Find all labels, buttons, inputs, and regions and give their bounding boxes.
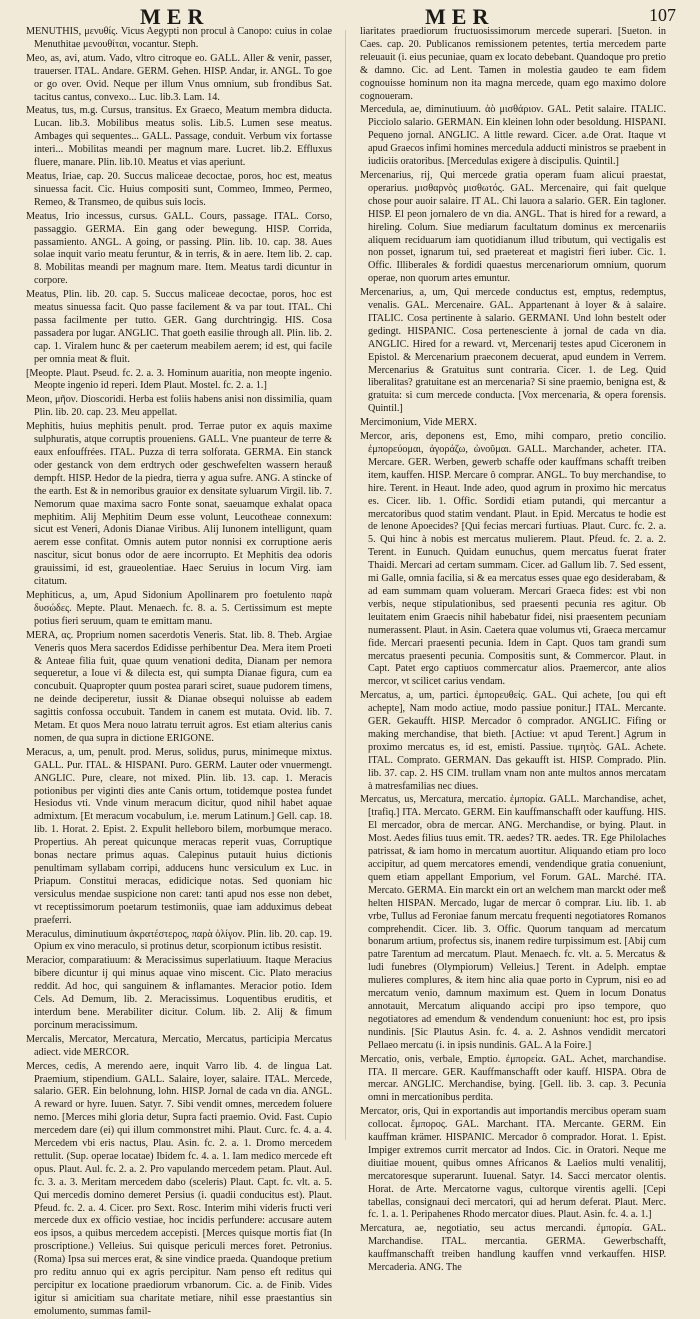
dictionary-entry: Mercatio, onis, verbale, Emptio. ἐμπορεία. GAL. Achet, marchandise. ITA. Il mercare. GER. Kauffmanschafft oder kauff. HISPA. Obra de mercar. ANGLIC. Merchandise, bying. [Gell. lib. 3. cap. 3. Pecunia omni in mercationibus perdita.	[360, 1053, 666, 1104]
dictionary-entry: Meatus, Irio incessus, cursus. GALL. Cours, passage. ITAL. Corso, passaggio. GERMA. Ein gang oder bewegung. HISP. Corrida, passamiento. ANGL. A going, or passing. Plin. lib. 10. cap. 38. Aues solae inquit vario meatu feruntur, & in terris, & in aere. Item lib. 2. cap. 8. Mobilitas meandi per magnum mare. Item. Meatus tardi dicuntur in corpore.	[26, 210, 332, 287]
dictionary-entry: Mercatus, a, um, partici. ἐμπορευθείς. GAL. Qui achete, [ou qui eft achepte], Nam modo actiue, modo passiue ponitur.] ITAL. Mercante. GER. Gekaufft. HISP. Mercador ô comprador. ANGLIC. Fifing or making merchandise, that bieth. [Actiue: vt apud Terent.] Agrum in proximo mercatus es, id est, emisti. Passiue. τιμητὸς. GAL. Achete. ITAL. Comprato. GERMAN. Das gekaufft ist. HISP. Comprado. Plin. lib. 37. cap. 2. HS CIM. trullam vnam non ante multos annos mercatam à matresfamilias nec diues.	[360, 690, 666, 792]
column-divider	[345, 30, 346, 1140]
dictionary-entry: Meracus, a, um, penult. prod. Merus, solidus, purus, minimeque mixtus. GALL. Pur. ITAL. & HISPANI. Puro. GERM. Lauter oder vnuermengt. ANGLIC. Pure, cleare, not mixed. Plin. lib. 13. cap. 1. Meracis potionibus per viginti dies ante Canis ortum, totidemque postea fundet Hesiodus vti. Vnde vinum meracum dicitur, quod nihil habet aquae admixtum. [Et meracum vocabulum, i.e. merum Latinum.] Gell. cap. 18. lib. 1. Horat. 2. Epist. 2. Expulit helleboro bilem, morbumque meraco. Propertius. Ah pereat quicunque meracas reperit vuas, Corruptique bonas nectare primus aquas. Calepinus putauit huius dictionis penultimam syllabam corripi, adducens hunc versiculum ex Luc. in Priapum. Constitui meracas, edidicique notas. Sed quoniam hic versiculus mendae suspicione non caret: tanti apud nos esse non debet, vt receptissimorum poetarum testimoniis, quae iam adduximus debeat praeferri.	[26, 746, 332, 926]
header-guide-word-right: MER	[425, 4, 495, 29]
dictionary-entry: Merces, cedis, A merendo aere, inquit Varro lib. 4. de lingua Lat. Praemium, stipendium. GALL. Salaire, loyer, salaire. ITAL. Mercede, salario. GER. Ein belohnung, lohn. HISP. Jornal de cada vn dia. ANGL. A reward or hyre. Iuuen. Satyr. 7. Sibi vendit omnes, mercedem foluere nemo. [Merces mihi gloria detur, Supra facti praemio. Ovid. Fast. Cupio mercedem dare (ei) qui illum commonstret mihi. Plaut. Curc. fc. 4. a. 4. Mercedem vbi eris nactus, Plau. Asin. fc. 2. a. 1. Dromo mercedem rettulit. (Sup. operae locatae) Ibidem fc. 4. a. 1. Iam medico mercede eft opus. Plaut. Aul. fc. 2. a. 2. Pro vapulando mercedem petam. Plaut. Aul. fc. 3. a. 3. Meritam mercedem dabo (sceleris) Plaut. Capt. fc. vlt. a. 5. Qui mercedis domino demeret Persius (i. quadii conducitus est). Plaut. Pfeud. fc. 2. a. 4. Cicer. pro Sext. Rosc. Interim mihi videris fructi veri mercede dux ex officio vestiae, hoc incidis perfundere: accusare autem eos ipsos, a quibus mercedem accepisti. [Merces quisque mortis fiat (In proscriptione.) Velleius. Sui quisque periculi merces foret. Petronius. (Roma) Ipsa sui merces erat, & sine vindice praeda. Quandoque pretium pro reditu annuo qui ex agris percipitur. Nam penso eft reditus qui percipitur ex locatione praediorum vrbanorum. Cic. a. de Finib. Vides igitur si amicitiam sua charitate metiare, nihil esse praestantius sin emolumento, summas famil-	[26, 1060, 332, 1317]
left-column	[26, 26, 332, 1317]
dictionary-entry: MERA, ας. Proprium nomen sacerdotis Veneris. Stat. lib. 8. Theb. Argiae Veneris quos Mera sacerdos Edidisse perhibentur Dea. Mera item Proeti & Anteae filia fuit, quae quum venationi dedita, Dianam per nemora sequeretur, a Ioue vi & dilecta est, qui sumpta Dianae figura, cum ea concubuit. Quapropter quum postea parari sciret, suaue pudorem timens, ne deinde deciperetur, iussit & Dianae obsequi noluisse ab eadem sagittis confossa occubuit. Tandem in canem est mutata. Ovid. lib. 7. Metam. Et quos Mera nouo latratu terruit agros. Est etiam alterius canis nomen, de qua supra in dictione ERIGONE.	[26, 629, 332, 744]
dictionary-entry: Mephitis, huius mephitis penult. prod. Terrae putor ex aquis maxime sulphuratis, atque corruptis proueniens. GALL. Vne puanteur de terre & eaux enfouffrées. ITAL. Puzza di terra solforata. GERMA. Ein stanck oder gestanck von dem erdtrych oder geschwefelten wassern herauß dempft. HISP. Hedor de la piedra, tierra y agua sufre. ANG. A stincke of the earth. Est & in nemoribus grauior ex densitate syluarum Virgil. lib. 7. Nemorum quae maxima sacro Fonte sonat, saeuamque exhalat opaca mephitim. Alij Mephitim Deum esse volunt, Leucotheae connexum: sicut est Veneri, Adonis Dianae Viribus. Alij Iunonem intelligunt, quam aerem esse confitat. Omnis autem putor nonnisi ex corruptione aeris nascitur, sicut bonus odor de aere incorrupto. Et Mephitis dea odoris grauissimi, id est, graueolentiae. Haec Seruius in locum Virg. iam citatum.	[26, 421, 332, 588]
dictionary-entry: Mercator, oris, Qui in exportandis aut importandis mercibus operam suam collocat. ἔμπορος. GAL. Marchant. ITA. Mercante. GERM. Ein kauffman krämer. HISPANIC. Mercador ô comprador. Horat. 1. Epist. Impiger extremos currit mercator ad Indos. Cic. in Oratori. Neque me diuitiae mouent, quibus omnes Africanos & Laelios multi venalitij, mercatoresque superarunt. Iuuenal. Satyr. 14. Sacci mercator olentis. Horat. de Arte. Mercatorne vagus, cultorque virentis agelli. [Cepi tabellas, consignaui deci mercatori, qui ad herum deferat. Plaut. Merc. fc. 1. a. 1. Peripahenes Rhodo mercator diues. Plaut. Asin. fc. 4. a. 1.]	[360, 1106, 666, 1221]
dictionary-entry: Mercenarius, rij, Qui mercede gratia operam fuam alicui praestat, operarius. μισθαρνὸς μισθωτός. GAL. Mercenaire, qui fait quelque chose pour auoir salaire. IT AL. Chi lauora a salario. GER. Ein tagloner. HISP. El peon jornalero de vn dia. ANGL. That is hired for a reward, a hireling. Colum. Siue mediarum facultatum dominus ex mercenariis aliquem reciduarum iam quotidianum illud tributum, qui vectigalis est non posset, ignarum tui, sed praetereat et magistri fieri iuber. Cic. 1. Offic. Illiberales & fordidi quaestus mercenariorum omnium, quorum operae, non quorum artes emuntur.	[360, 169, 666, 285]
right-column	[360, 26, 666, 1274]
dictionary-entry: Meatus, Plin. lib. 20. cap. 5. Succus maliceae decoctae, poros, hoc est meatus sinuessa facit. Quo passe facilement & va par tout. ITAL. Chi passa facilmente per tutto. GER. Gang durchtringig. HIS. Cosa passadera por lugar. ANGLIC. That goeth easilie through all. Plin. lib. 2. cap. 1. Viralem hunc & per caeterum meabilem aerem; id est, qui facile per omnia meat & fluit.	[26, 289, 332, 365]
dictionary-entry: Meatus, tus, m.g. Cursus, transitus. Ex Graeco, Meatum membra diducta. Lucan. lib.3. Mobilibus meatus solis. Lib.5. Lumen sese meatus. Ambages qui sequentes... GALL. Passage, conduit. Verbum vix fortasse interi... Mobilitas meandi per magnum mare. Lucret. lib.2. Effluxus fluere, manare. Plin. lib.10. Meatus et vias aperiunt.	[26, 105, 332, 169]
page-number: 107	[649, 5, 676, 25]
dictionary-entry: liaritates praediorum fructuosissimorum mercede superari. [Sueton. in Caes. cap. 20. Publicanos remissionem petentes, tertia mercedem parte releuauit (i. eius pecuniae, quam ex locato debebant. Quandoque pro pretio & damno. Cic. ad Lent. Tamen in molestia gaudeo te eam fidem cognouisse hominum non ita magna mercede, quam ego maximo dolore cognoueram.	[360, 26, 666, 102]
dictionary-entry: Mercenarius, a, um, Qui mercede conductus est, emptus, redemptus, venalis. GAL. Mercenaire. GAL. Appartenant à loyer & à salaire. ITALIC. Cosa pertinente à salario. GERMANI. Und lohn bestelt oder gedingt. HISPANIC. Cosa pertenesciente à jornal de cada vn dia. ANGLIC. Hired for a reward. vt, Mercenarij testes apud Ciceronem in Epistol. & Mercenarium praeconem decuerat, apud eundem in Verrem. Mercenarius & Gratuitus sunt contraria. Cicer. 1. de Leg. Quid liberalitas? gratuitane est an mercenaria? Si sine praemio, benigna est, & gratuita: si cum mercede conducta. [Vox mercenaria, & opera forensis. Quintil.]	[360, 287, 666, 415]
dictionary-entry: Meon, μῆον. Dioscoridi. Herba est foliis habens anisi non dissimilia, quam Plin. lib. 20. cap. 23. Meu appellat.	[26, 394, 332, 419]
dictionary-entry: Mercatus, us, Mercatura, mercatio. ἐμπορία. GALL. Marchandise, achet, [trafiq.] ITA. Mercato. GERM. Ein kauffmanschafft oder kauffung. HIS. El mercador, obra de mercar. ANG. Merchandise, or bying. Plaut. in Most. Aedes filius tuus emit. TR. aedes? TR. aedes. TR. Ege Philolaches patrissat, & iam homo in mercatum auortitur. Aliquando etiam pro loco accipitur, ad quem mercatores emendi, vendendique gratia conueniunt, quem etiam appellant Emporium, vel Forum. GAL. Marché. ITA. Mercato. GERMA. Ein marckt ein ort an welchem man marckt oder meß helten HISPAN. Mercado, lugar de mercar ô comprar. Liu. lib. 1. ab vrbe, Tullus ad Feroniae fanum mercatu frequenti negotiatores Romanos comprehendit. Cicer. lib. 3. Offic. Quorum tanquam ad mercatum bonarum artium, profectus sis, inanem redire turpissimum est. [Abij cum patre Tarentum ad mercatum. Plaut. Menaech. fc. vlt. a. 5. Mercatus & ludi funebres (Olympiorum) Velleius.] Terent. in Adelph. emptae mulieres complures, & item hinc alia quae porto in Cyprum, nisi eo ad mercatum venio, damnum maximum est. Quem in locum Donatus annotauit, Mercatum aliquando accipi pro ipso tempore, quo negotiatores ad emendum & vendendum conueniunt: hoc est, pro ipsis nundinis. [Sic Plautus Asin. fc. 4. a. 2. Ashnos vendidit mercatori Pellaeo mercatu (i. in ipsis nundinis. GAL. A la Foire.]	[360, 794, 666, 1051]
dictionary-entry: Meracior, comparatiuum: & Meracissimus superlatiuum. Itaque Meracius bibere dicuntur ij qui minus aquae vino miscent. Cic. Plato meracius reddit. Ad hoc, qui sanguinem & inflamantes. Meracior potio. Idem Cels. Ad Demum, lib. 2. Meracissimus. Loquentibus eruditis, et interdum bene. Merabiliter dicitur. Colum. lib. 2. Alij & fimum porcinum meracissimum.	[26, 955, 332, 1031]
dictionary-entry: Mercatura, ae, negotiatio, seu actus mercandi. ἐμπορία. GAL. Marchandise. ITAL. mercantia. GERMA. Gewerbschafft, kauffmanschafft treiben handlung kauffen vnnd verkauffen. HISP. Mercaderia. ANG. The	[360, 1223, 666, 1274]
dictionary-entry: Mephiticus, a, um, Apud Sidonium Apollinarem pro foetulento παρὰ δυσώδες. Mepte. Plaut. Menaech. fc. 8. a. 5. Certissimum est mepte potius fieri seruum, quam te emittam manu.	[26, 589, 332, 627]
dictionary-entry: [Meopte. Plaut. Pseud. fc. 2. a. 3. Hominum auaritia, non meopte ingenio. Meopte ingenio id reperi. Idem Plaut. Mostel. fc. 2. a. 1.]	[26, 367, 332, 392]
dictionary-entry: Meo, as, avi, atum. Vado, vltro citroque eo. GALL. Aller & venir, passer, trauerser. ITAL. Andare. GERM. Gehen. HISP. Andar, ir. ANGL. To goe or go over. Ovid. Neque per illum Vnus omnium, sub frondibus Sat. tacitus cantus, convexo... Luc. lib.3. Lam. 14.	[26, 52, 332, 103]
dictionary-entry: Mercalis, Mercator, Mercatura, Mercatio, Mercatus, participia Mercatus adiect. vide MERCOR.	[26, 1033, 332, 1058]
header-guide-word-left: MER	[140, 4, 210, 29]
dictionary-entry: Meraculus, diminutiuum ἀκρατέστερος, παρὰ ὀλίγον. Plin. lib. 20. cap. 19. Opium ex vino meraculo, si protinus detur, scorpionum ictibus resistit.	[26, 928, 332, 953]
dictionary-entry: Mercedula, ae, diminutiuum. ἀὸ μισθάριον. GAL. Petit salaire. ITALIC. Picciolo salario. GERMAN. Ein kleinen lohn oder besoldung. HISPANI. Pequeno jornal. ANGLIC. A little reward. Cicer. a.de Orat. Itaque vt apud Graecos infimi homines mercedula adducti ministros se praebent in iudiciis oratoribus. [Mercedulas exigere à discipulis. Quintil.]	[360, 104, 666, 168]
dictionary-entry: Mercor, aris, deponens est, Emo, mihi comparo, pretio concilio. ἐμπορεύομαι, ἀγοράζω, ὠνοῦμαι. GALL. Marchander, acheter. ITA. Mercare. GER. Werben, gewerb schaffe oder kauffmans schafft treiben item, kauffen. HISP. Mercare ô comprar. ANGL. To buy merchandise, to hire. Terent. in Heaut. Inde adeo, quod agrum in proximo hic mercatus es. Cicer. lib. 1. Offic. Sordidi etiam putandi, qui mercantur a mercatoribus quod statim vendant. Plaut. in Epid. Mercatus te hodie est de lenone Apoecides? [Qui fecias mercari furtiuas. Plaut. Curc. fc. 2. a. 5. Qui hinc à nobis est mercatus mulierem. Plaut. Pfeud. fc. 2. a. 2. Terent. in Eunuch. Quidam eunuchus, quem mercatus fuerat frater Thaidi. Mercari ad certam summam. Cicer. ad Gallum lib. 7. Sed essent, mi Galle, omnia facilia, si & ea mercatus esses quae ego desiderabam, & ad eam summam quam volueram. Mercari Graeca fides: est vbi non verbis, neque stipulationibus, sed praesenti pecunia res agitur. Ob leuitatem enim Graecis nihil habebatur fidei, nisi praesentem pecuniam numerassent. Plaut. in Asin. Caetera quae volumus vti, Graeca mercamur fide. Mercari praesenti pecunia. Idem in Capt. Quos tam grandi sum mercatus praesenti pecunia. Compositis sunt, & Commercor. Plaut. in Capt. Patet ergo captiuos commercatur alios. Praemercor, ante alios mercor, vt scilicet carius vendam.	[360, 431, 666, 688]
dictionary-entry: Meatus, Iriae, cap. 20. Succus maliceae decoctae, poros, hoc est, meatus sinuessa facit. Cic. Huius compositi sunt, Commeo, Immeo, Permeo, Remeo, & Transmeo, de quibus suis locis.	[26, 170, 332, 208]
dictionary-entry: Mercimonium, Vide MERX.	[360, 417, 477, 429]
dictionary-entry: MENUTHIS, μενυθίς. Vicus Aegypti non procul à Canopo: cuius in colae Menuthitae μενουθίται, vocantur. Steph.	[26, 26, 332, 50]
